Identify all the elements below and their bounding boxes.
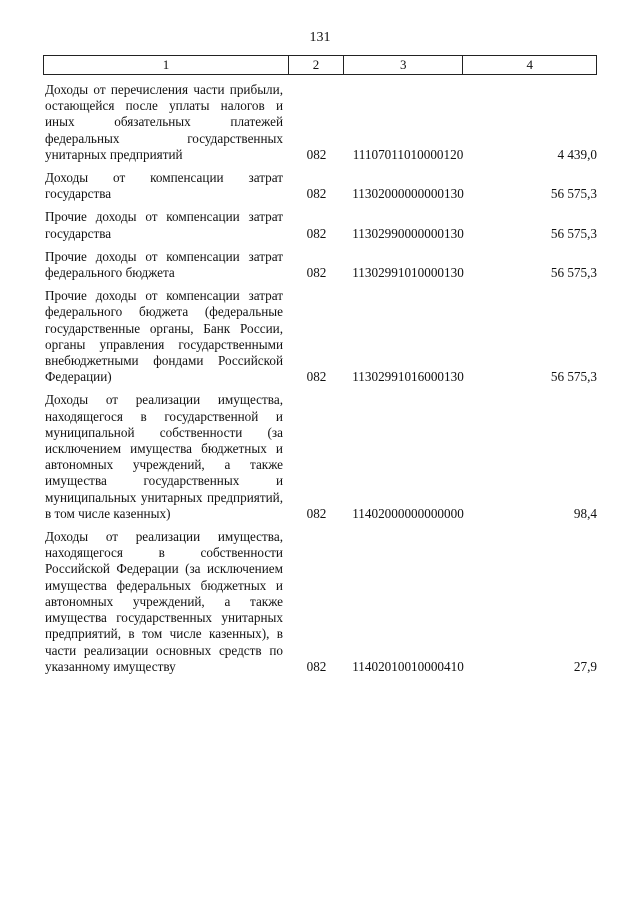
row-kbk-code: 11402000000000000: [352, 505, 464, 521]
row-kbk-code: 11302990000000130: [352, 225, 464, 241]
row-description: Доходы от компенсации затрат государства: [45, 170, 283, 202]
table-header: [43, 55, 597, 75]
table-row: [43, 249, 597, 281]
row-amount: 56 575,3: [550, 369, 597, 385]
row-amount: 4 439,0: [557, 146, 597, 162]
row-description: Доходы от перечисления части прибыли, остающейся после уплаты налогов и иных обязательных платежей федеральных государственных унитарных предприятий: [45, 82, 283, 162]
column-header-1: 1: [44, 56, 289, 74]
table-row: [43, 392, 597, 522]
row-admin-code: 082: [306, 146, 327, 162]
row-amount: 56 575,3: [550, 186, 597, 202]
column-header-3: 3: [344, 56, 464, 74]
table-row: [43, 82, 597, 163]
table-row: [43, 170, 597, 202]
row-kbk-code: 11302000000000130: [352, 186, 464, 202]
row-description: Доходы от реализации имущества, находящегося в государственной и муниципальной собственности (за исключением имущества бюджетных и автономных учреждений, а также имущества государственных и муниципальных унитарных предприятий, в том числе казенных): [45, 392, 283, 521]
table-row: [43, 288, 597, 385]
revenue-table: [43, 55, 597, 675]
row-description: Доходы от реализации имущества, находящегося в собственности Российской Федерации (за исключением имущества федеральных бюджетных и автономных учреждений, а также имущества государственных унитарных предприятий, в том числе казенных), в части реализации основных средств по указанному имуществу: [45, 529, 283, 674]
row-admin-code: 082: [306, 658, 327, 674]
row-description: Прочие доходы от компенсации затрат государства: [45, 209, 283, 241]
row-admin-code: 082: [306, 186, 327, 202]
row-kbk-code: 11302991010000130: [352, 265, 464, 281]
table-row: [43, 529, 597, 675]
table-row: [43, 209, 597, 241]
row-amount: 56 575,3: [550, 265, 597, 281]
row-kbk-code: 11302991016000130: [352, 369, 464, 385]
row-admin-code: 082: [306, 265, 327, 281]
row-admin-code: 082: [306, 505, 327, 521]
column-header-4: 4: [526, 57, 533, 72]
row-admin-code: 082: [306, 225, 327, 241]
row-amount: 98,4: [573, 505, 597, 521]
column-header-2: 2: [289, 56, 344, 74]
row-amount: 56 575,3: [550, 225, 597, 241]
row-kbk-code: 11402010010000410: [352, 658, 464, 674]
row-description: Прочие доходы от компенсации затрат федерального бюджета (федеральные государственные органы, Банк России, органы управления государственными внебюджетными фондами Российской Федерации): [45, 288, 283, 385]
row-admin-code: 082: [306, 369, 327, 385]
row-amount: 27,9: [573, 658, 597, 674]
page-number: 131: [309, 30, 331, 45]
row-description: Прочие доходы от компенсации затрат федерального бюджета: [45, 248, 283, 281]
row-kbk-code: 11107011010000120: [352, 146, 464, 162]
